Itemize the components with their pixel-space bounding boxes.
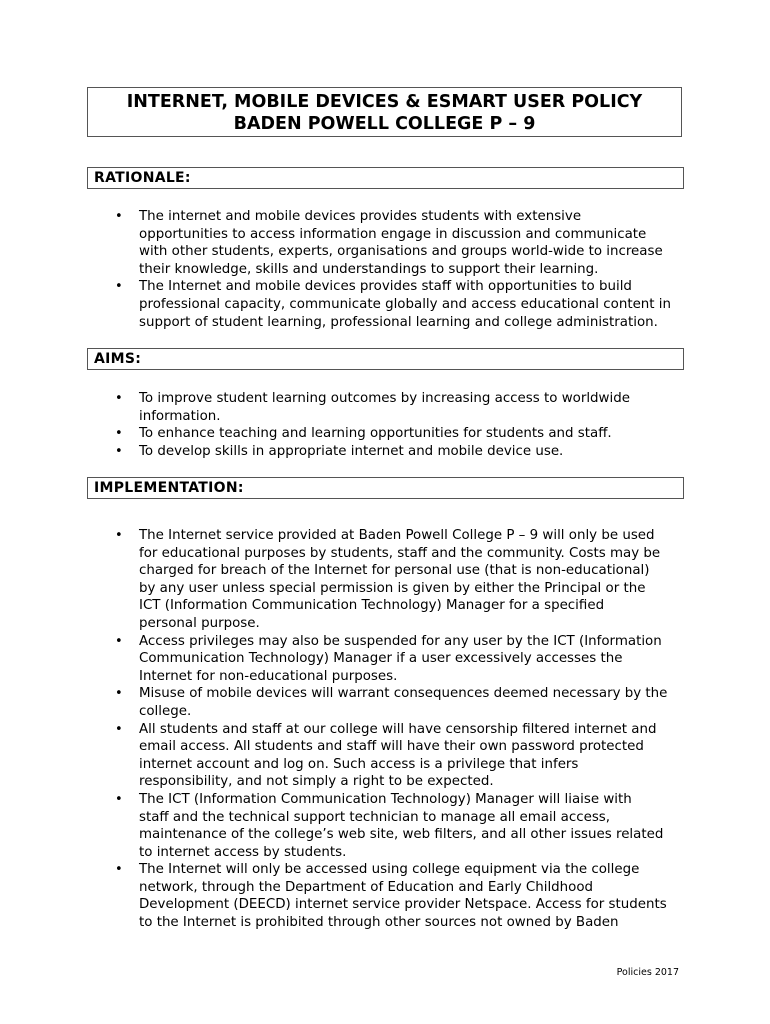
implementation-bullet-item: [113, 685, 683, 720]
rationale-bullet-item: [113, 208, 683, 278]
bullet-text-line: The ICT (Information Communication Technology) Manager will liaise with: [139, 791, 632, 807]
bullet-text-line: To enhance teaching and learning opportunities for students and staff.: [139, 426, 612, 442]
rationale-list: [113, 208, 683, 331]
rationale-bullet-item: [113, 278, 683, 331]
bullet-text-line: responsibility, and not simply a right to be expected.: [139, 774, 494, 790]
rationale-heading-box: [87, 167, 684, 189]
bullet-text-line: network, through the Department of Education and Early Childhood: [139, 879, 594, 895]
implementation-heading-box: [87, 477, 684, 499]
bullet-dot-icon: •: [115, 791, 123, 807]
aims-bullet-item: [113, 390, 683, 425]
bullet-text-line: by any user unless special permission is given by either the Principal or the: [139, 580, 646, 596]
bullet-text-line: maintenance of the college’s web site, web filters, and all other issues related: [139, 827, 664, 843]
bullet-text-line: The Internet will only be accessed using college equipment via the college: [139, 862, 640, 878]
implementation-heading: IMPLEMENTATION:: [94, 480, 244, 496]
bullet-dot-icon: •: [115, 209, 123, 224]
bullet-text-line: to the Internet is prohibited through other sources not owned by Baden: [139, 915, 619, 931]
bullet-dot-icon: •: [115, 426, 123, 442]
footer-text: Policies 2017: [616, 967, 679, 978]
title-box: [87, 87, 682, 137]
bullet-text-line: To develop skills in appropriate internet and mobile device use.: [139, 443, 564, 459]
bullet-text-line: staff and the technical support technician to manage all email access,: [139, 809, 611, 825]
aims-heading-box: [87, 348, 684, 370]
bullet-text-line: Development (DEECD) internet service provider Netspace. Access for students: [139, 897, 667, 913]
implementation-list: [113, 527, 683, 932]
aims-bullet-item: [113, 425, 683, 443]
implementation-bullet-item: [113, 527, 683, 633]
bullet-text-line: The internet and mobile devices provides students with extensive: [139, 209, 582, 224]
bullet-text-line: ICT (Information Communication Technology) Manager for a specified: [139, 598, 605, 614]
bullet-text-line: professional capacity, communicate globally and access educational content in: [139, 296, 672, 312]
rationale-heading: RATIONALE:: [94, 170, 191, 186]
bullet-text-line: internet account and log on. Such access is a privilege that infers: [139, 756, 579, 772]
bullet-text-line: To improve student learning outcomes by increasing access to worldwide: [139, 391, 630, 406]
bullet-dot-icon: •: [115, 391, 123, 406]
bullet-dot-icon: •: [115, 528, 123, 543]
bullet-dot-icon: •: [115, 721, 123, 737]
bullet-dot-icon: •: [115, 633, 123, 649]
bullet-text-line: for educational purposes by students, staff and the community. Costs may be: [139, 545, 661, 561]
aims-bullet-item: [113, 443, 683, 461]
title-line-2: BADEN POWELL COLLEGE P – 9: [233, 114, 536, 134]
bullet-dot-icon: •: [115, 862, 123, 878]
aims-heading: AIMS:: [94, 351, 142, 367]
bullet-text-line: support of student learning, professional learning and college administration.: [139, 314, 658, 330]
bullet-text-line: college.: [139, 703, 192, 719]
implementation-bullet-item: [113, 791, 683, 861]
bullet-dot-icon: •: [115, 443, 123, 459]
bullet-text-line: The Internet and mobile devices provides staff with opportunities to build: [139, 279, 632, 295]
bullet-text-line: their knowledge, skills and understandings to support their learning.: [139, 261, 599, 277]
bullet-text-line: The Internet service provided at Baden Powell College P – 9 will only be used: [139, 528, 655, 543]
bullet-text-line: information.: [139, 408, 221, 424]
implementation-bullet-item: [113, 633, 683, 686]
bullet-dot-icon: •: [115, 279, 123, 295]
aims-list: [113, 390, 683, 460]
bullet-text-line: All students and staff at our college will have censorship filtered internet and: [139, 721, 657, 737]
bullet-text-line: email access. All students and staff will have their own password protected: [139, 739, 644, 755]
bullet-text-line: Access privileges may also be suspended for any user by the ICT (Information: [139, 633, 662, 649]
bullet-text-line: personal purpose.: [139, 615, 260, 631]
bullet-text-line: opportunities to access information engage in discussion and communicate: [139, 226, 647, 242]
implementation-bullet-item: [113, 721, 683, 791]
bullet-text-line: charged for breach of the Internet for personal use (that is non-educational): [139, 563, 650, 579]
bullet-text-line: Communication Technology) Manager if a user excessively accesses the: [139, 651, 623, 667]
bullet-dot-icon: •: [115, 686, 123, 702]
implementation-bullet-item: [113, 861, 683, 931]
bullet-text-line: with other students, experts, organisations and groups world-wide to increase: [139, 244, 663, 260]
bullet-text-line: Internet for non-educational purposes.: [139, 668, 398, 684]
bullet-text-line: to internet access by students.: [139, 844, 347, 860]
title-line-1: INTERNET, MOBILE DEVICES & ESMART USER POLICY: [126, 92, 643, 112]
bullet-text-line: Misuse of mobile devices will warrant consequences deemed necessary by the: [139, 686, 668, 702]
